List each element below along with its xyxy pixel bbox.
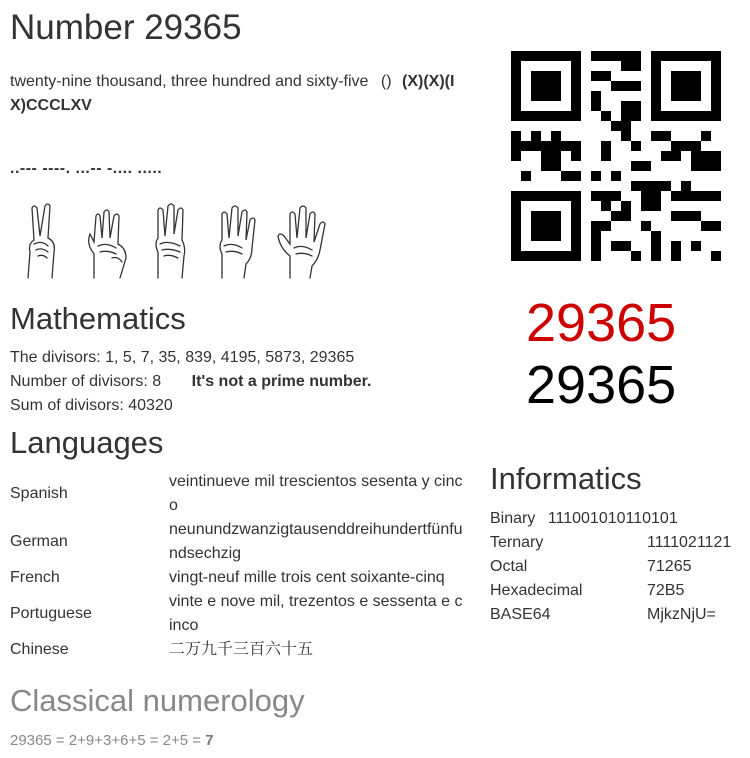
words-text: twenty-nine thousand, three hundred and sixty-five — [10, 73, 369, 90]
hand-sign-3-icon — [146, 200, 196, 280]
language-name: French — [10, 569, 60, 586]
language-value: vinte e nove mil, trezentos e sessenta e cinco — [169, 593, 463, 634]
roman-numeral: (X)(X)(I X)CCCLXV — [10, 73, 455, 114]
language-name: Portuguese — [10, 605, 92, 622]
language-row — [10, 590, 470, 638]
informatics-value: 72B5 — [647, 582, 685, 599]
numerology-equation — [10, 732, 214, 749]
language-row — [10, 638, 470, 662]
hand-sign-9-icon — [82, 200, 132, 280]
informatics-value: MjkzNjU= — [647, 606, 716, 623]
number-in-words — [10, 70, 465, 118]
informatics-label: Ternary — [490, 534, 544, 551]
languages-heading: Languages — [10, 425, 164, 460]
language-name: Chinese — [10, 641, 69, 658]
informatics-value: 1111021121 — [647, 534, 732, 551]
hand-sign-2-icon — [18, 200, 68, 280]
informatics-value: 71265 — [647, 558, 692, 575]
informatics-label: Hexadecimal — [490, 582, 583, 599]
mathematics-heading: Mathematics — [10, 301, 186, 336]
language-row — [10, 518, 470, 566]
qr-code-image — [511, 51, 721, 261]
informatics-value: 111001010110101 — [547, 510, 678, 527]
language-name: German — [10, 533, 68, 550]
prime-status-text: It's not a prime number. — [191, 373, 372, 390]
divisor-count-text: Number of divisors: 8 — [10, 373, 162, 390]
informatics-row — [490, 606, 716, 624]
morse-code: ..--- ----. ...-- -.... ..... — [10, 160, 163, 177]
informatics-row — [490, 582, 685, 600]
language-value: 二万九千三百六十五 — [169, 641, 314, 658]
language-row — [10, 566, 470, 590]
informatics-label: BASE64 — [490, 606, 551, 623]
informatics-row — [490, 510, 678, 528]
numerology-result: 7 — [205, 732, 214, 749]
divisors-text: The divisors: 1, 5, 7, 35, 839, 4195, 5873, 29365 — [10, 349, 355, 366]
hand-sign-6-icon — [210, 200, 260, 280]
hand-sign-5-icon — [276, 200, 326, 280]
numerology-equation-text: 29365 = 2+9+3+6+5 = 2+5 = — [10, 732, 206, 749]
language-value: veintinueve mil trescientos sesenta y cinco — [169, 473, 463, 514]
informatics-label: Binary — [490, 510, 536, 527]
numerology-heading: Classical numerology — [10, 683, 305, 718]
language-name: Spanish — [10, 485, 68, 502]
language-row — [10, 470, 470, 518]
big-number-red: 29365 — [526, 293, 677, 353]
divisor-count-line — [10, 373, 371, 391]
page-title: Number 29365 — [10, 8, 242, 47]
language-value: vingt-neuf mille trois cent soixante-cinq — [169, 569, 445, 586]
sign-language-hands — [18, 200, 338, 282]
informatics-row — [490, 534, 732, 552]
informatics-label: Octal — [490, 558, 528, 575]
divisor-sum-text: Sum of divisors: 40320 — [10, 397, 173, 414]
informatics-heading: Informatics — [490, 461, 642, 496]
informatics-row — [490, 558, 692, 576]
big-number-black: 29365 — [526, 355, 677, 415]
language-value: neunundzwanzigtausenddreihundertfünfundsechzig — [169, 521, 463, 562]
parens-text: () — [380, 73, 392, 90]
